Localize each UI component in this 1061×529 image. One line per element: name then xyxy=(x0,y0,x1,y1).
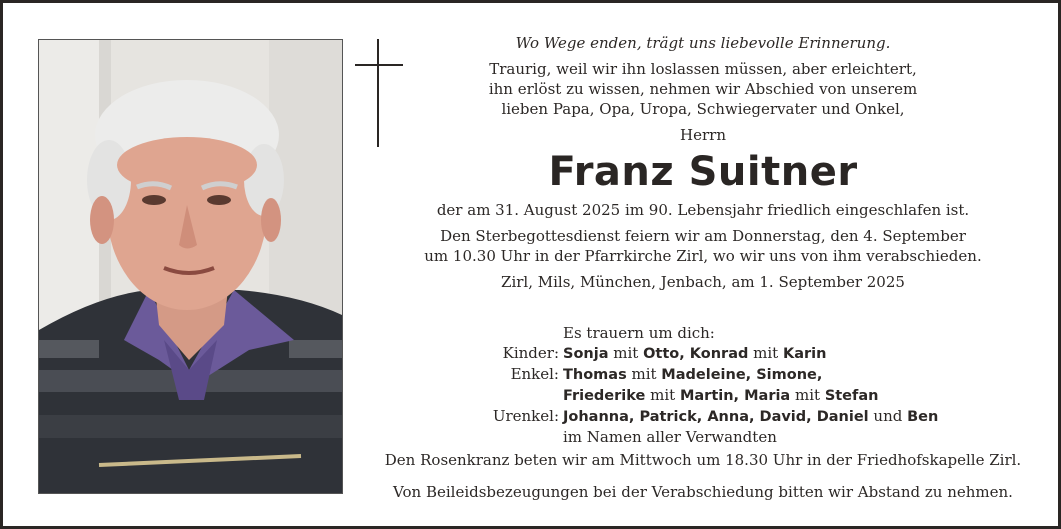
intro-line-1: Traurig, weil wir ihn loslassen müssen, aber erleichtert, xyxy=(489,60,917,78)
mourner-name: Madeleine, Simone, xyxy=(661,367,823,383)
mourner-name: Ben xyxy=(907,409,939,425)
mourner-name: Johanna, Patrick, Anna, David, Daniel xyxy=(563,409,869,425)
mourner-name: Otto, Konrad xyxy=(643,346,749,362)
enkel-names-1 xyxy=(563,364,1043,385)
condolence-note: Von Beileidsbezeugungen bei der Verabschiedung bitten wir Abstand zu nehmen. xyxy=(393,483,1013,501)
mourner-name: Stefan xyxy=(824,388,879,404)
urenkel-names xyxy=(563,406,1043,427)
death-line: der am 31. August 2025 im 90. Lebensjahr friedlich eingeschlafen ist. xyxy=(436,201,970,219)
mourners-heading: Es trauern um dich: xyxy=(563,324,715,342)
kinder-label: Kinder: xyxy=(502,344,559,362)
intro-line-3: lieben Papa, Opa, Uropa, Schwiegervater und Onkel, xyxy=(501,100,905,118)
footer-notes xyxy=(363,450,1043,502)
connector-text: mit xyxy=(748,344,783,362)
service-line-2: um 10.30 Uhr in der Pfarrkirche Zirl, wo wir uns von ihm verabschieden. xyxy=(424,247,982,265)
connector-text: und xyxy=(868,407,908,425)
mourner-name: Martin, Maria xyxy=(679,388,791,404)
obituary-text xyxy=(363,33,1043,292)
mourner-name: Thomas xyxy=(563,367,627,383)
enkel-label: Enkel: xyxy=(510,365,559,383)
connector-text: mit xyxy=(608,344,644,362)
salutation: Herrn xyxy=(680,126,726,144)
intro-line-2: ihn erlöst zu wissen, nehmen wir Abschied von unserem xyxy=(488,80,918,98)
urenkel-label: Urenkel: xyxy=(492,407,559,425)
connector-text: mit xyxy=(626,365,662,383)
place-date: Zirl, Mils, München, Jenbach, am 1. September 2025 xyxy=(501,273,905,291)
deceased-name: Franz Suitner xyxy=(548,149,858,195)
mourner-name: Friederike xyxy=(563,388,646,404)
portrait-illustration xyxy=(39,40,342,493)
mourners-list xyxy=(363,323,1043,447)
service-line-1: Den Sterbegottesdienst feiern wir am Donnerstag, den 4. September xyxy=(440,227,966,245)
mourner-name: Karin xyxy=(782,346,827,362)
kinder-names xyxy=(563,343,1043,364)
enkel-names-2 xyxy=(563,385,1043,406)
rosary-note: Den Rosenkranz beten wir am Mittwoch um 18.30 Uhr in der Friedhofskapelle Zirl. xyxy=(384,451,1022,469)
mourners-closing: im Namen aller Verwandten xyxy=(563,428,777,446)
connector-text: mit xyxy=(790,386,825,404)
portrait-photo xyxy=(38,39,343,494)
quote: Wo Wege enden, trägt uns liebevolle Erinnerung. xyxy=(515,34,891,52)
mourner-name: Sonja xyxy=(563,346,609,362)
connector-text: mit xyxy=(645,386,680,404)
